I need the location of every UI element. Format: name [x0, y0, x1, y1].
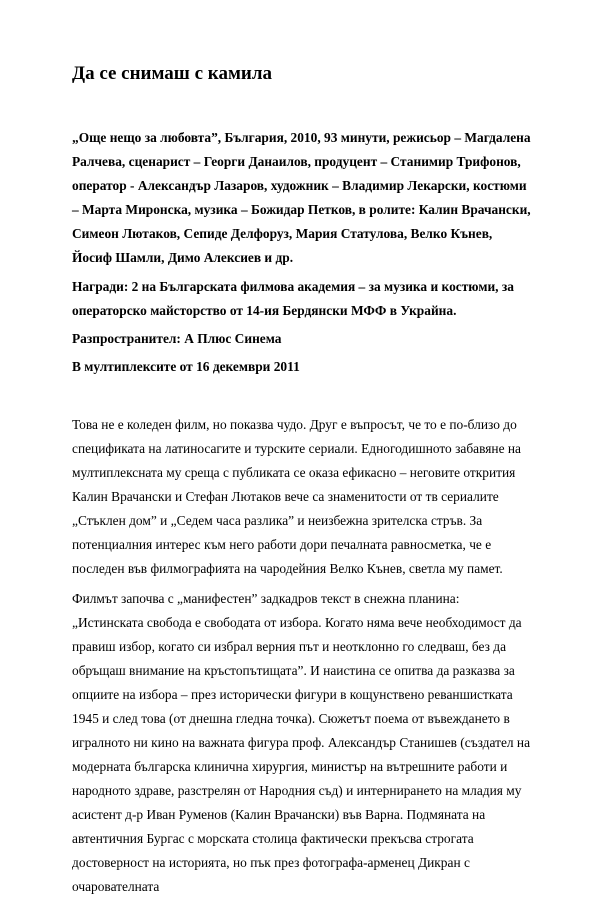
- film-release-date: В мултиплексите от 16 декември 2011: [72, 359, 300, 374]
- review-body: [72, 413, 534, 899]
- review-paragraph: Филмът започва с „манифестен” задкадров текст в снежна планина: „Истинската свобода е свободата от избора. Когато няма вече необходимост да правиш избор, когато си избрал верния път и неотклонно го следваш, без да обръщаш внимание на кръстопътищата”. И наистина се опитва да разказва за опциите на избора – през исторически фигури в кощунствено реваншистката 1945 и след това (от днешна гледна точка). Сюжетът поема от въвеждането в игралното ни кино на важната фигура проф. Александър Станишев (създател на модерната българска клинична хирургия, министър на вътрешните работи и народното здраве, разстрелян от Народния съд) и интернирането на младия му асистент д-р Иван Руменов (Калин Врачански) във Варна. Подмяната на автентичния Бургас с морската столица фактически прекъсва строгата достоверност на историята, но пък през фотографа-арменец Дикран с очарователната: [72, 591, 531, 894]
- document-page: [72, 62, 534, 905]
- review-paragraph: Това не е коледен филм, но показва чудо. Друг е въпросът, че то е по-близо до спецификата на латиносагите и турските сериали. Едногодишното забавяне на мултиплексната му среща с публиката се оказа ефикасно – неговите открития Калин Врачански и Стефан Лютаков вече са знаменитости от тв сериалите „Стъклен дом” и „Седем часа разлика” и неизбежна зрителска стръв. За потенциалния интерес към него работи дори печалната равносметка, че е последен във филмографията на чародейния Велко Кънев, светла му памет.: [72, 417, 521, 576]
- film-info-block: [72, 126, 534, 379]
- document-title: Да се снимаш с камила: [72, 63, 272, 84]
- film-credits: „Още нещо за любовта”, България, 2010, 93 минути, режисьор – Магдалена Ралчева, сценарист – Георги Данаилов, продуцент – Станимир Трифонов, оператор - Александър Лазаров, художник – Владимир Лекарски, костюми – Марта Миронска, музика – Божидар Петков, в ролите: Калин Врачански, Симеон Лютаков, Сепиде Делфоруз, Мария Статулова, Велко Кънев, Йосиф Шамли, Димо Алексиев и др.: [72, 130, 531, 265]
- film-awards: Награди: 2 на Българската филмова академия – за музика и костюми, за операторско майсторство от 14-ия Бердянски МФФ в Украйна.: [72, 279, 514, 318]
- film-distributor: Разпространител: А Плюс Синема: [72, 331, 282, 346]
